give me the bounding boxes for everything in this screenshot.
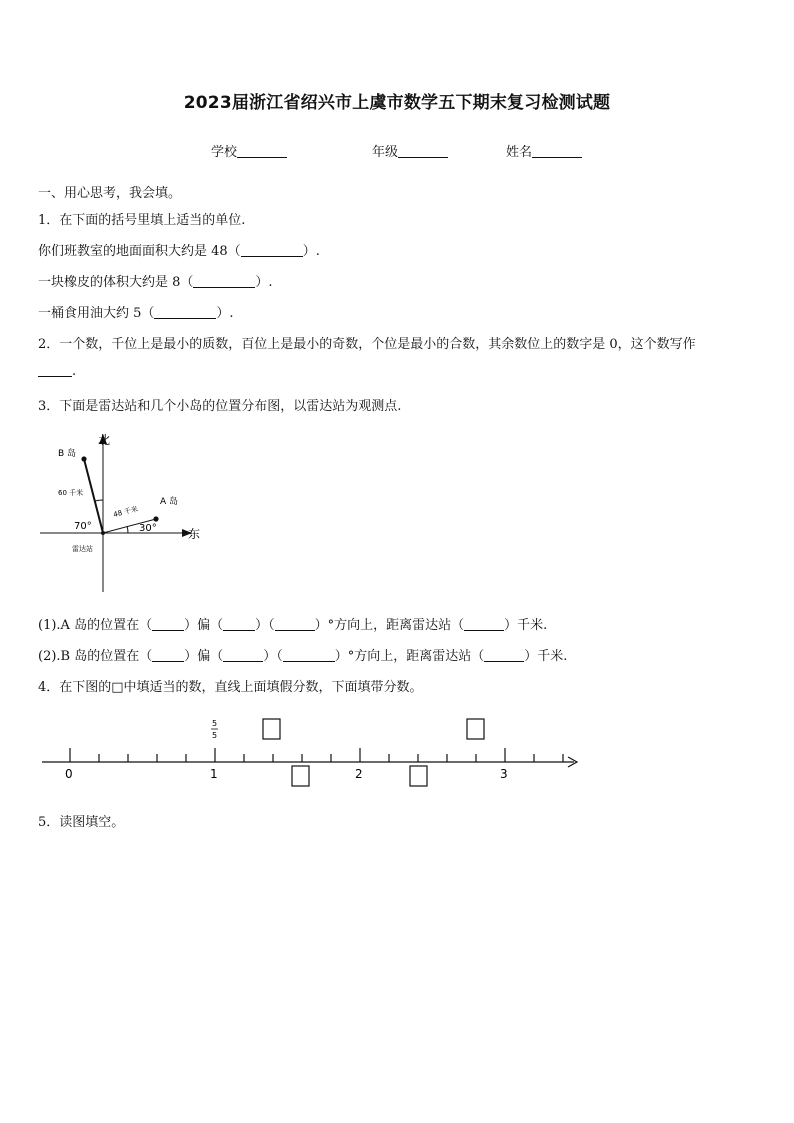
q3-p1-mid1: ）偏（ <box>184 618 224 633</box>
name-field <box>506 141 582 160</box>
q1-a-prefix: 你们班教室的地面面积大约是 48（ <box>38 244 241 259</box>
q3-part1 <box>38 614 547 633</box>
q1-a-suffix: ）. <box>302 244 320 259</box>
q1-c-blank[interactable] <box>154 306 216 319</box>
answer-box-bottom-1[interactable] <box>292 766 309 786</box>
angle-arc-a <box>127 526 128 533</box>
q3-p1-mid3: ）°方向上，距离雷达站（ <box>314 618 465 633</box>
q3-p2-blank-4[interactable] <box>484 649 524 662</box>
north-label: 北 <box>98 433 111 447</box>
q1-c-suffix: ）. <box>216 306 234 321</box>
q4-stem: 4．在下图的□中填适当的数，直线上面填假分数，下面填带分数。 <box>38 680 423 695</box>
answer-box-bottom-2[interactable] <box>410 766 427 786</box>
page-title: 2023届浙江省绍兴市上虞市数学五下期末复习检测试题 <box>183 93 611 113</box>
number-line-label-0: 0 <box>65 767 73 781</box>
grade-label: 年级 <box>372 145 399 160</box>
q3-stem: 3．下面是雷达站和几个小岛的位置分布图，以雷达站为观测点. <box>38 399 402 414</box>
q1-a <box>38 240 320 259</box>
school-field <box>211 141 287 160</box>
radar-diagram <box>36 430 216 595</box>
station-label: 雷达站 <box>72 545 93 553</box>
a-angle-label: 30° <box>139 523 157 534</box>
q1-c-prefix: 一桶食用油大约 5（ <box>38 306 155 321</box>
point-station <box>101 531 105 535</box>
grade-field <box>372 141 448 160</box>
school-label: 学校 <box>211 145 238 160</box>
q5-stem: 5．读图填空。 <box>38 815 125 830</box>
q1-b-blank[interactable] <box>193 275 255 288</box>
answer-box-top-1[interactable] <box>263 719 280 739</box>
b-angle-label: 70° <box>74 521 92 532</box>
point-a <box>153 516 158 521</box>
q2-blank[interactable] <box>38 364 72 377</box>
point-b <box>81 456 86 461</box>
name-label: 姓名 <box>506 145 533 160</box>
q2-answer <box>38 364 76 379</box>
answer-box-top-2[interactable] <box>467 719 484 739</box>
q1-b-prefix: 一块橡皮的体积大约是 8（ <box>38 275 194 290</box>
q3-p2-suffix: ）千米. <box>524 649 568 664</box>
school-blank[interactable] <box>237 143 287 158</box>
q3-p1-mid2: ）（ <box>255 618 275 633</box>
fraction-numerator: 5 <box>212 719 218 728</box>
q1-stem: 1．在下面的括号里填上适当的单位. <box>38 213 246 228</box>
q3-p1-blank-3[interactable] <box>275 618 315 631</box>
q1-c <box>38 302 234 321</box>
q2-stem: 2．一个数，千位上是最小的质数，百位上是最小的奇数，个位是最小的合数，其余数位上的数字是 0，这个数写作 <box>38 337 696 352</box>
name-blank[interactable] <box>532 143 582 158</box>
q3-p2-mid2: ）（ <box>263 649 283 664</box>
a-distance-label: 48 千米 <box>112 505 139 519</box>
grade-blank[interactable] <box>398 143 448 158</box>
b-island-label: B 岛 <box>58 449 77 459</box>
number-line-label-2: 2 <box>355 767 363 781</box>
q3-p2-blank-2[interactable] <box>223 649 263 662</box>
q3-p2-mid3: ）°方向上，距离雷达站（ <box>334 649 485 664</box>
q3-p1-blank-2[interactable] <box>223 618 255 631</box>
b-distance-label: 60 千米 <box>58 489 84 497</box>
number-line-label-1: 1 <box>210 767 218 781</box>
q1-b <box>38 271 273 290</box>
q1-a-blank[interactable] <box>241 244 303 257</box>
number-line <box>36 712 586 794</box>
q3-p1-blank-4[interactable] <box>464 618 504 631</box>
q3-p2-mid1: ）偏（ <box>184 649 224 664</box>
q3-part2 <box>38 645 567 664</box>
q3-p2-blank-3[interactable] <box>283 649 335 662</box>
fraction-denominator: 5 <box>212 731 218 740</box>
east-label: 东 <box>188 527 201 541</box>
q3-p1-suffix: ）千米. <box>504 618 548 633</box>
q1-b-suffix: ）. <box>255 275 273 290</box>
angle-arc-b <box>95 500 103 501</box>
q3-p2-blank-1[interactable] <box>152 649 184 662</box>
q3-p1-blank-1[interactable] <box>152 618 184 631</box>
q2-end: . <box>72 364 77 379</box>
q3-p2-prefix: (2).B 岛的位置在（ <box>38 649 153 664</box>
q3-p1-prefix: (1).A 岛的位置在（ <box>38 618 153 633</box>
section-heading: 一、用心思考，我会填。 <box>38 186 182 201</box>
a-island-label: A 岛 <box>160 497 179 507</box>
number-line-label-3: 3 <box>500 767 508 781</box>
